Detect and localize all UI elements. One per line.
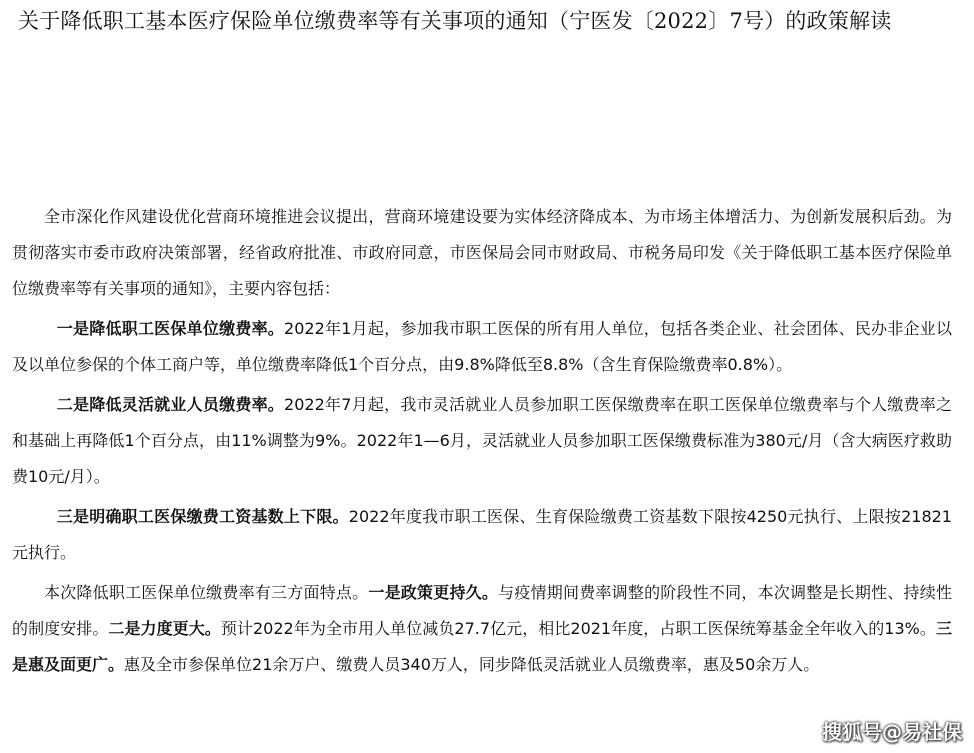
feature-2-heading: 二是力度更大。 — [108, 619, 221, 638]
sohu-watermark: 搜狐号@易社保 — [822, 720, 962, 744]
point-3-text: 2022年度我市职工医保、生育保险缴费工资基数下限按4250元执行、上限按21821元执行。 — [12, 507, 952, 562]
feature-1-text: 与疫情期间费率调整的阶段性不同，本次调整是长期性、持续性的制度安排。 — [12, 583, 952, 638]
article-body — [12, 199, 952, 687]
features-paragraph — [12, 575, 952, 683]
feature-2-text: 预计2022年为全市用人单位减负27.7亿元，相比2021年度，占职工医保统筹基金全年收入的13%。 — [220, 619, 936, 638]
point-2-text: 2022年7月起，我市灵活就业人员参加职工医保缴费率在职工医保单位缴费率与个人缴费率之和基础上再降低1个百分点，由11%调整为9%。2022年1—6月，灵活就业人员参加职工医保缴费标准为380元/月（含大病医疗救助费10元/月）。 — [12, 395, 952, 486]
point-1-heading: 一是降低职工医保单位缴费率。 — [56, 319, 285, 338]
intro-paragraph: 全市深化作风建设优化营商环境推进会议提出，营商环境建设要为实体经济降成本、为市场主体增活力、为创新发展积后劲。为贯彻落实市委市政府决策部署，经省政府批准、市政府同意，市医保局会同市财政局、市税务局印发《关于降低职工基本医疗保险单位缴费率等有关事项的通知》，主要内容包括： — [12, 207, 952, 298]
point-3-paragraph — [12, 499, 952, 571]
point-2-heading: 二是降低灵活就业人员缴费率。 — [56, 395, 285, 414]
features-lead: 本次降低职工医保单位缴费率有三方面特点。 — [44, 583, 369, 602]
point-1-paragraph — [12, 311, 952, 383]
page-title: 关于降低职工基本医疗保险单位缴费率等有关事项的通知（宁医发〔2022〕7号）的政策解读 — [18, 9, 892, 33]
feature-3-text: 惠及全市参保单位21余万户、缴费人员340万人，同步降低灵活就业人员缴费率，惠及50余万人。 — [124, 655, 820, 674]
point-2-paragraph — [12, 387, 952, 495]
point-3-heading: 三是明确职工医保缴费工资基数上下限。 — [56, 507, 349, 526]
feature-3-heading: 三是惠及面更广。 — [12, 619, 952, 674]
feature-1-heading: 一是政策更持久。 — [368, 583, 499, 602]
point-1-text: 2022年1月起，参加我市职工医保的所有用人单位，包括各类企业、社会团体、民办非企业以及以单位参保的个体工商户等，单位缴费率降低1个百分点，由9.8%降低至8.8%（含生育保险缴费率0.8%）。 — [12, 319, 952, 374]
